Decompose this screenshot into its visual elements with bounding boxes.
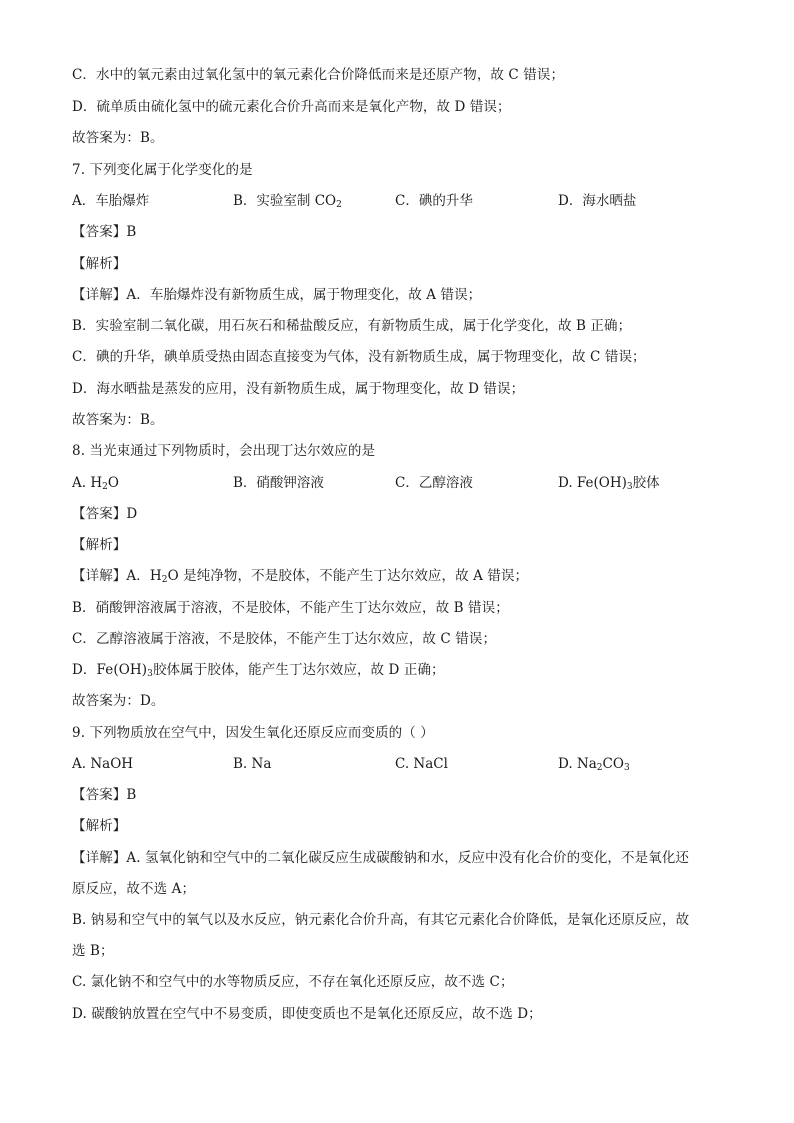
question-9-option-d: D. $Na_2CO_3$ xyxy=(558,756,630,773)
question-9-detail-b-line2: 选 B； xyxy=(72,943,114,959)
question-7-detail-b: B．实验室制二氧化碳，用石灰石和稀盐酸反应，有新物质生成，属于化学变化，故 B 正确； xyxy=(72,318,632,334)
question-8-detail-b: B．硝酸钾溶液属于溶液，不是胶体，不能产生丁达尔效应，故 B 错误； xyxy=(72,600,509,616)
question-7-analysis-heading: 【解析】 xyxy=(72,256,127,272)
question-8-detail-c: C．乙醇溶液属于溶液，不是胶体，不能产生丁达尔效应，故 C 错误； xyxy=(72,631,497,647)
question-8-option-a: A. $H_2O$ xyxy=(72,475,119,492)
question-9-detail-d: D. 碳酸钠放置在空气中不易变质，即使变质也不是氧化还原反应，故不选 D； xyxy=(72,1006,542,1022)
question-8-option-b: B．硝酸钾溶液 xyxy=(233,475,324,491)
question-9-stem: 9. 下列物质放在空气中，因发生氧化还原反应而变质的（ ） xyxy=(72,725,434,741)
question-8-option-d: D. $Fe(OH)_3$胶体 xyxy=(558,475,660,492)
question-9-answer: 【答案】B xyxy=(72,787,137,803)
question-8-final-answer: 故答案为：D。 xyxy=(72,693,165,709)
explanation-line-c: C．水中的氧元素由过氧化氢中的氧元素化合价降低而来是还原产物，故 C 错误； xyxy=(72,67,565,83)
question-7-detail-d: D．海水晒盐是蒸发的应用，没有新物质生成，属于物理变化，故 D 错误； xyxy=(72,381,525,397)
question-8-stem: 8. 当光束通过下列物质时，会出现丁达尔效应的是 xyxy=(72,443,376,459)
question-8-options xyxy=(72,474,732,492)
question-8-detail-d: D．$Fe(OH)_3$胶体属于胶体，能产生丁达尔效应，故 D 正确； xyxy=(72,662,445,679)
question-7-detail-c: C．碘的升华，碘单质受热由固态直接变为气体，没有新物质生成，属于物理变化，故 C 错误； xyxy=(72,349,646,365)
question-7-option-b: B．实验室制 $CO_2$ xyxy=(233,193,342,210)
question-9-detail-b-line1: B. 钠易和空气中的氧气以及水反应，钠元素化合价升高，有其它元素化合价降低，是氧化还原反应，故 xyxy=(72,912,690,928)
question-7-option-a: A．车胎爆炸 xyxy=(72,193,150,209)
document-page xyxy=(72,0,732,1123)
question-7-option-d: D．海水晒盐 xyxy=(558,193,637,209)
question-9-detail-a-line2: 原反应，故不选 A； xyxy=(72,881,196,897)
question-8-answer: 【答案】D xyxy=(72,506,138,522)
question-9-option-c: C. NaCl xyxy=(395,756,448,772)
question-9-analysis-heading: 【解析】 xyxy=(72,818,127,834)
question-7-option-c: C．碘的升华 xyxy=(395,193,473,209)
question-8-option-c: C．乙醇溶液 xyxy=(395,475,473,491)
question-9-detail-c: C. 氯化钠不和空气中的水等物质反应，不存在氧化还原反应，故不选 C； xyxy=(72,974,514,990)
explanation-line-d: D．硫单质由硫化氢中的硫元素化合价升高而来是氧化产物，故 D 错误； xyxy=(72,99,511,115)
question-9-option-a: A. NaOH xyxy=(72,756,134,772)
question-7-options xyxy=(72,192,732,210)
question-8-analysis-heading: 【解析】 xyxy=(72,537,127,553)
question-7-detail-a: 【详解】A．车胎爆炸没有新物质生成，属于物理变化，故 A 错误； xyxy=(72,287,482,303)
question-9-detail-a-line1: 【详解】A. 氢氧化钠和空气中的二氧化碳反应生成碳酸钠和水，反应中没有化合价的变化，不是氧化还 xyxy=(72,850,690,866)
question-7-final-answer: 故答案为：B。 xyxy=(72,412,164,428)
question-7-answer: 【答案】B xyxy=(72,224,137,240)
question-9-options xyxy=(72,755,732,773)
question-9-option-b: B. Na xyxy=(233,756,272,772)
question-7-stem: 7. 下列变化属于化学变化的是 xyxy=(72,162,253,178)
final-answer-line: 故答案为：B。 xyxy=(72,130,164,146)
question-8-detail-a: 【详解】A．$H_2O$ 是纯净物，不是胶体，不能产生丁达尔效应，故 A 错误； xyxy=(72,568,529,585)
